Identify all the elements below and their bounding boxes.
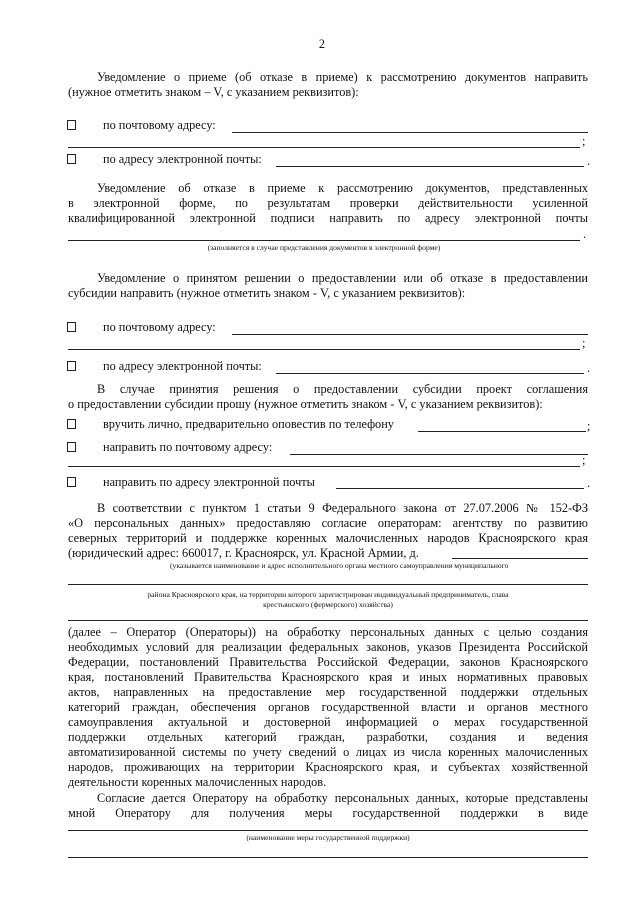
operators-line-1: (далее – Оператор (Операторы)) на обработку персональных данных с целью создания [68,625,588,639]
consent-operator-field-2[interactable] [68,620,588,621]
notice-decision-intro [68,271,588,301]
notice-decision-period: . [587,361,591,375]
consent-given-line-2: мной Оператору для получения меры государственной поддержки в виде [68,806,588,820]
consent-hint-3: крестьянского (фермерского) хозяйства) [263,600,393,609]
agreement-phone-field[interactable] [418,431,586,432]
consent-given-line-1: Согласие дается Оператору на обработку персональных данных, которые представлены [97,791,588,805]
operators-line-11: деятельности коренных малочисленных народов. [68,775,327,789]
agreement-email-field[interactable] [336,488,584,489]
consent-line-4: (юридический адрес: 660017, г. Красноярск, ул. Красной Армии, д. [68,546,419,560]
operators-line-3: Федерации, постановлений Правительства Российской Федерации, законов Красноярского [68,655,588,669]
agreement-postal-label: направить по почтовому адресу: [103,440,273,454]
agreement-postal-semicolon: ; [582,453,586,467]
agreement-intro-line-1: В случае принятия решения о предоставлении субсидии проект соглашения [97,382,588,396]
agreement-postal-checkbox[interactable] [67,442,76,452]
notice-refusal-hint: (заполняется в случае представления документов в электронной форме) [207,243,441,252]
notice-receipt-intro-line-1: Уведомление о приеме (об отказе в приеме) к рассмотрению документов направить [97,70,588,84]
consent-text [68,501,588,561]
consent-line-3: северных территорий и поддержке коренных малочисленных народов Красноярского края [68,531,588,545]
notice-receipt-intro-line-2: (нужное отметить знаком – V, с указанием реквизитов): [68,85,359,99]
agreement-email-checkbox[interactable] [67,477,76,487]
operators-line-5: актов, направленных на предоставление мер государственной поддержки отдельных [68,685,588,699]
consent-house-field[interactable] [452,558,588,559]
notice-decision-intro-line-1: Уведомление о принятом решении о предоставлении или об отказе в предоставлении [97,271,588,285]
consent-hint-2: района Красноярского края, на территории которого зарегистрирован индивидуальный предприниматель, глава [147,590,509,599]
agreement-email-label: направить по адресу электронной почты [103,475,315,489]
notice-decision-email-checkbox[interactable] [67,361,76,371]
notice-refusal-line-1: Уведомление об отказе в приеме к рассмотрению документов, представленных [97,181,588,195]
agreement-postal-field[interactable] [290,454,588,455]
notice-receipt-period: . [587,154,591,168]
operators-line-4: края, постановлений Правительства Красноярского края и иных нормативных правовых [68,670,588,684]
notice-receipt-postal-checkbox[interactable] [67,120,76,130]
notice-decision-email-field[interactable] [276,373,584,374]
operators-line-2: необходимых условий для реализации федеральных законов, указов Президента Российской [68,640,588,654]
notice-refusal-text [68,181,588,226]
operators-line-10: народов, проживающих на территории Красноярского края, и субъектах хозяйственной [68,760,588,774]
consent-line-1: В соответствии с пунктом 1 статьи 9 Федерального закона от 27.07.2006 № 152-ФЗ [97,501,588,515]
operators-text [68,625,588,790]
notice-refusal-line-2: в электронной форме, по результатам проверки действительности усиленной [68,196,588,210]
notice-decision-semicolon: ; [582,336,586,350]
agreement-intro [68,382,588,412]
operators-line-8: поддержки отдельных категорий граждан, разработки, создания и ведения [68,730,588,744]
consent-line-2: «О персональных данных» предоставляю согласие операторам: агентству по развитию [68,516,588,530]
notice-decision-postal-label: по почтовому адресу: [103,320,216,334]
notice-receipt-postal-field-cont[interactable] [68,147,580,148]
consent-operator-field-1[interactable] [68,584,588,585]
notice-decision-postal-field[interactable] [232,334,588,335]
notice-decision-postal-field-cont[interactable] [68,349,580,350]
agreement-email-period: . [587,476,591,490]
notice-receipt-postal-field[interactable] [232,132,588,133]
operators-line-6: категорий граждан, обеспечения органов государственной власти и органов местного [68,700,588,714]
notice-receipt-intro [68,70,588,100]
agreement-phone-semicolon: ; [587,419,591,433]
consent-given-hint: (наименование меры государственной поддержки) [246,833,410,842]
notice-decision-postal-checkbox[interactable] [67,322,76,332]
notice-decision-intro-line-2: субсидии направить (нужное отметить знаком - V, с указанием реквизитов): [68,286,466,300]
agreement-postal-field-cont[interactable] [68,466,580,467]
notice-receipt-email-label: по адресу электронной почты: [103,152,262,166]
notice-receipt-postal-label: по почтовому адресу: [103,118,216,132]
notice-receipt-email-checkbox[interactable] [67,154,76,164]
page-number: 2 [318,37,326,51]
consent-given-field-1[interactable] [68,830,588,831]
consent-given-text [68,791,588,821]
operators-line-7: самоуправления актуальной и достоверной информацией о мерах государственной [68,715,588,729]
agreement-intro-line-2: о предоставлении субсидии прошу (нужное отметить знаком - V, с указанием реквизитов): [68,397,543,411]
consent-given-field-2[interactable] [68,857,588,858]
notice-decision-email-label: по адресу электронной почты: [103,359,262,373]
notice-refusal-line-3: квалифицированной электронной подписи направить по адресу электронной почты [68,211,588,225]
agreement-phone-label: вручить лично, предварительно оповестив по телефону [103,417,394,431]
consent-hint-1: (указывается наименование и адрес исполнительного органа местного самоуправления муниципального [170,561,509,570]
notice-receipt-semicolon: ; [582,134,586,148]
agreement-phone-checkbox[interactable] [67,419,76,429]
operators-line-9: автоматизированной системы по учету сведений о лицах из числа коренных малочисленных [68,745,588,759]
notice-refusal-email-field[interactable] [68,240,580,241]
notice-receipt-email-field[interactable] [276,166,584,167]
notice-refusal-period: . [583,227,587,241]
